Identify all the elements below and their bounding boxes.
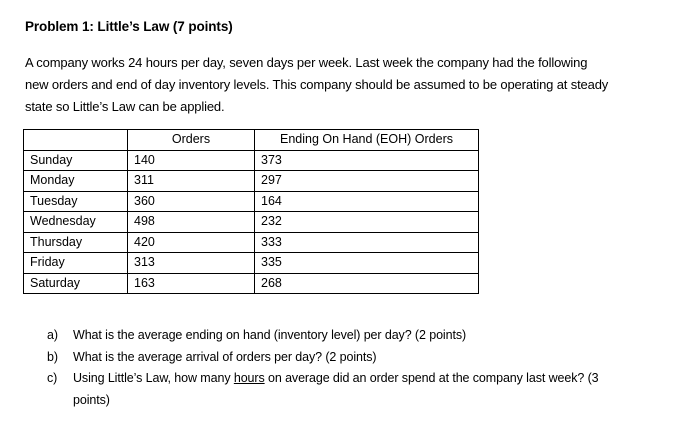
table-header-row: [24, 130, 479, 151]
cell-orders: 163: [128, 273, 255, 294]
question-marker: a): [47, 328, 58, 342]
question-text-continuation: points): [73, 392, 110, 407]
cell-orders: 498: [128, 212, 255, 233]
question-text: What is the average ending on hand (inventory level) per day? (2 points): [73, 328, 467, 342]
header-orders: Orders: [128, 130, 255, 151]
orders-inventory-table: [23, 129, 479, 294]
cell-eoh: 232: [255, 212, 479, 233]
intro-line: state so Little’s Law can be applied.: [25, 99, 225, 114]
cell-eoh: 297: [255, 171, 479, 192]
question-text-pre: Using Little’s Law, how many: [73, 371, 234, 385]
table-row: [24, 273, 479, 294]
question-item: [47, 347, 599, 369]
cell-eoh: 268: [255, 273, 479, 294]
cell-eoh: 335: [255, 253, 479, 274]
table-row: [24, 191, 479, 212]
cell-day: Sunday: [24, 150, 128, 171]
intro-line: A company works 24 hours per day, seven days per week. Last week the company had the following: [25, 55, 588, 70]
cell-orders: 360: [128, 191, 255, 212]
cell-day: Wednesday: [24, 212, 128, 233]
cell-eoh: 373: [255, 150, 479, 171]
header-eoh: Ending On Hand (EOH) Orders: [255, 130, 479, 151]
table-row: [24, 232, 479, 253]
cell-orders: 420: [128, 232, 255, 253]
cell-eoh: 333: [255, 232, 479, 253]
question-marker: b): [47, 349, 58, 364]
cell-day: Saturday: [24, 273, 128, 294]
cell-eoh: 164: [255, 191, 479, 212]
header-day: [24, 130, 128, 151]
cell-orders: 311: [128, 171, 255, 192]
question-marker: c): [47, 371, 58, 385]
cell-orders: 313: [128, 253, 255, 274]
table-row: [24, 253, 479, 274]
problem-intro: [25, 52, 665, 118]
question-item: [47, 368, 599, 411]
cell-day: Tuesday: [24, 191, 128, 212]
question-list: [47, 325, 599, 411]
cell-day: Monday: [24, 171, 128, 192]
question-text-post: on average did an order spend at the company last week? (3: [264, 371, 599, 385]
table-row: [24, 212, 479, 233]
cell-orders: 140: [128, 150, 255, 171]
underlined-emphasis: hours: [233, 371, 265, 385]
table-row: [24, 150, 479, 171]
question-text: What is the average arrival of orders per day? (2 points): [73, 349, 377, 364]
problem-title: Problem 1: Little’s Law (7 points): [25, 19, 233, 34]
intro-line: new orders and end of day inventory levels. This company should be assumed to be operating at steady: [25, 77, 609, 92]
cell-day: Friday: [24, 253, 128, 274]
question-item: [47, 325, 599, 347]
cell-day: Thursday: [24, 232, 128, 253]
table-row: [24, 171, 479, 192]
question-text: [73, 368, 599, 390]
